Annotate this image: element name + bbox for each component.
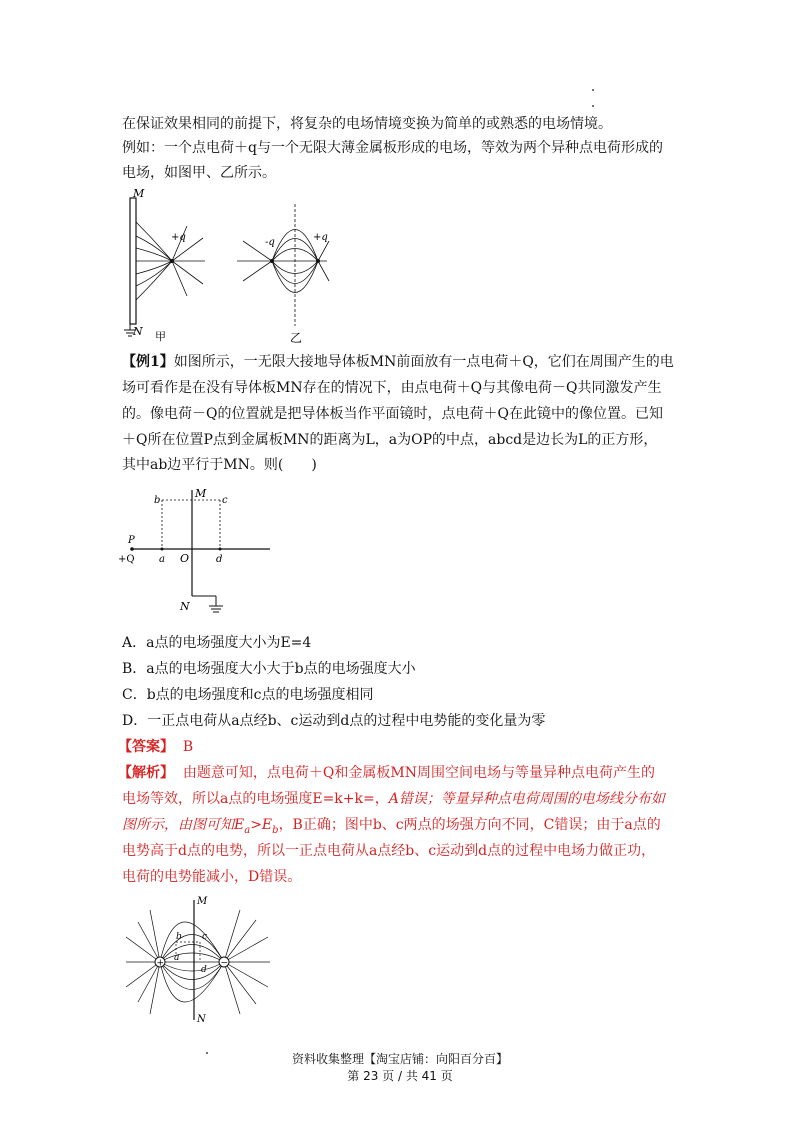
figure-dipole-field [118, 892, 278, 1027]
label-plus-q-jia: +q [171, 232, 186, 243]
example-line-1: 【例1】如图所示，一无限大接地导体板MN前面放有一点电荷＋Q，它们在周围产生的电 [122, 354, 674, 370]
label-minus: − [220, 958, 229, 969]
label-N: N [133, 325, 143, 338]
label-a: a [174, 953, 180, 963]
metal-plate [130, 198, 136, 324]
answer-value: B [182, 739, 194, 755]
label-d: d [201, 965, 207, 975]
field-lines-yi [237, 204, 329, 326]
intro-line-1: 在保证效果相同的前提下，将复杂的电场情境变换为简单的或熟悉的电场情境。 [122, 116, 612, 132]
dipole-field-lines [126, 910, 270, 1014]
scan-dot [592, 105, 594, 107]
caption-yi: 乙 [290, 331, 303, 345]
option-D: D．一正点电荷从a点经b、c运动到d点的过程中电势能的变化量为零 [122, 713, 546, 729]
label-O: O [180, 552, 190, 565]
label-c: c [202, 932, 208, 942]
label-M: M [197, 896, 208, 907]
label-b: b [176, 932, 182, 942]
answer-tag: 【答案】 [118, 739, 174, 755]
point-P [130, 547, 134, 551]
label-P: P [128, 535, 135, 546]
analysis-line-2: 电场等效，所以a点的电场强度E=k+k=，A错误；等量异种点电荷周围的电场线分布如 [122, 791, 665, 807]
footer-source: 资料收集整理【淘宝店铺：向阳百分百】 [291, 1052, 508, 1066]
analysis-tag: 【解析】 [118, 765, 174, 781]
label-M: M [133, 187, 145, 200]
intro-line-3: 电场，如图甲、乙所示。 [122, 165, 276, 181]
label-plus-q-yi: +q [313, 232, 328, 243]
option-A: A．a点的电场强度大小为E=4 [122, 635, 312, 651]
analysis-line-5: 电荷的电势能减小，D错误。 [122, 869, 302, 885]
figure-jia-yi [115, 186, 335, 346]
caption-jia: 甲 [155, 330, 166, 343]
answer-line [118, 734, 678, 760]
example-line-2: 场可看作是在没有导体板MN存在的情况下，由点电荷＋Q与其像电荷－Q共同激发产生 [122, 380, 662, 396]
label-b: b [154, 495, 161, 506]
label-a: a [159, 554, 165, 565]
option-B: B．a点的电场强度大小大于b点的电场强度大小 [122, 661, 416, 677]
option-C: C．b点的电场强度和c点的电场强度相同 [122, 687, 374, 703]
scan-dot [592, 89, 594, 91]
analysis-line-4: 电势高于d点的电势，所以一正点电荷从a点经b、c运动到d点的过程中电场力做正功， [122, 843, 656, 859]
label-c: c [222, 495, 228, 506]
label-plus-Q: +Q [118, 554, 135, 565]
example-line-3: 的。像电荷－Q的位置就是把导体板当作平面镜时，点电荷＋Q在此镜中的像位置。已知 [122, 406, 663, 422]
analysis-line-3: 图所示，由图可知$E_a>E_b$，B正确；图中b、c两点的场强方向不同，C错误；由于a点的 [122, 817, 661, 836]
charge-plus-q [170, 259, 174, 263]
footer-page-number: 第 23 页 / 共 41 页 [347, 1069, 453, 1083]
label-minus-q: -q [265, 237, 275, 248]
label-plus: + [156, 958, 165, 969]
example-tag: 【例1】 [122, 354, 174, 370]
label-d: d [216, 554, 223, 565]
label-M: M [195, 487, 207, 500]
label-N: N [197, 1014, 206, 1025]
analysis-line-1: 【解析】 由题意可知，点电荷＋Q和金属板MN周围空间电场与等量异种点电荷产生的 [118, 765, 655, 781]
example-line-5: 其中ab边平行于MN。则( ) [122, 457, 317, 473]
figure-square-abcd [112, 482, 282, 622]
intro-line-2: 例如：一个点电荷＋q与一个无限大薄金属板形成的电场，等效为两个异种点电荷形成的 [122, 140, 663, 156]
example-line-4: ＋Q所在位置P点到金属板MN的距离为L，a为OP的中点，abcd是边长为L的正方形， [122, 432, 658, 448]
label-N: N [180, 600, 190, 613]
